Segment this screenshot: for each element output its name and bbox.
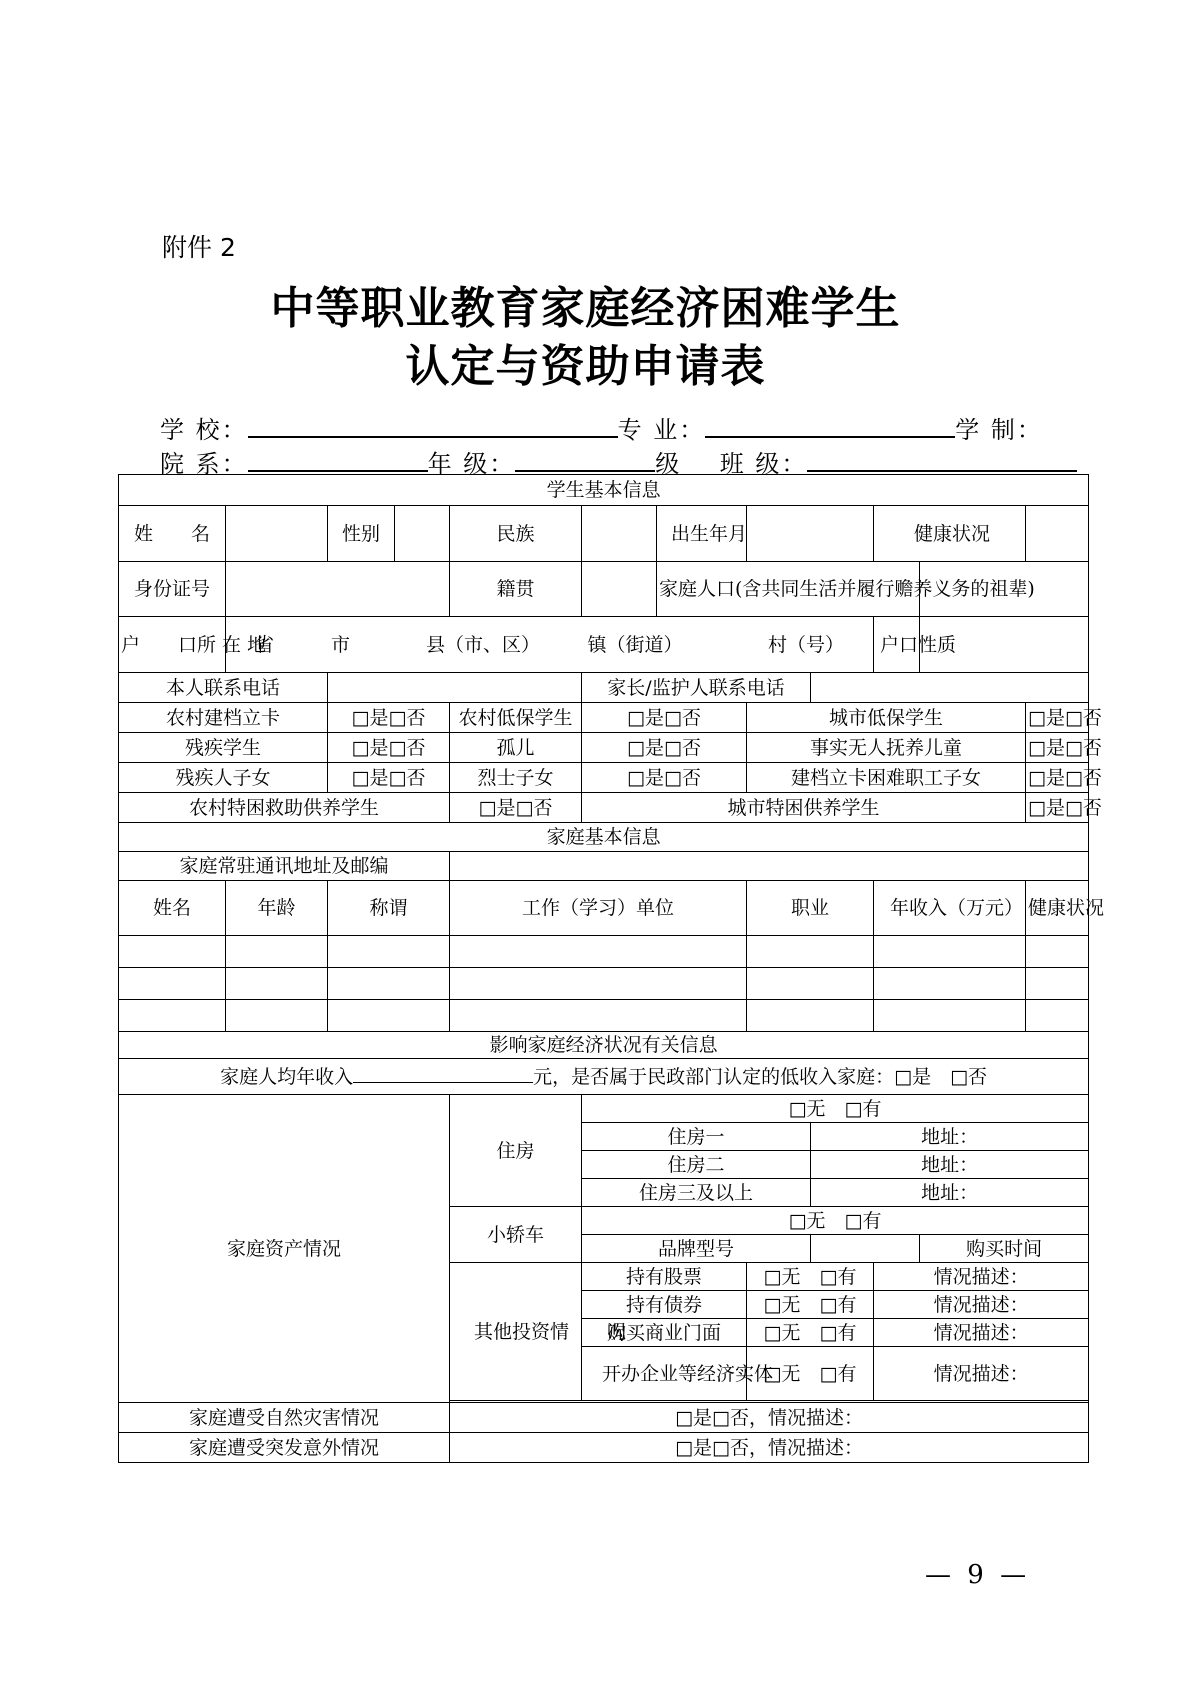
class-label: 班 级： xyxy=(719,450,808,478)
rural-special-checkbox[interactable]: □是□否 xyxy=(450,793,582,823)
low-income-question[interactable]: 元，是否属于民政部门认定的低收入家庭：□是 □否 xyxy=(533,1066,988,1088)
guardian-phone-label: 家长/监护人联系电话 xyxy=(582,673,811,703)
disaster-desc[interactable]: □是□否，情况描述： xyxy=(450,1403,1089,1433)
enterprise-label: 开办企业等经济实体 xyxy=(582,1347,747,1401)
housing-checkbox[interactable]: □无 □有 xyxy=(582,1095,1089,1123)
hukou-address-cell[interactable]: 省 市 县（市、区） 镇（街道） 村（号） xyxy=(226,617,874,673)
col-health: 健康状况 xyxy=(1026,881,1089,936)
member-cell[interactable] xyxy=(328,936,450,968)
bond-desc[interactable]: 情况描述： xyxy=(874,1291,1089,1319)
member-cell[interactable] xyxy=(450,1000,747,1032)
family-pop-label: 家庭人口(含共同生活并履行赡养义务的祖辈) xyxy=(657,562,920,617)
member-cell[interactable] xyxy=(747,1000,874,1032)
member-cell[interactable] xyxy=(119,1000,226,1032)
buy-time-label: 购买时间 xyxy=(920,1235,1089,1263)
stock-checkbox[interactable]: □无 □有 xyxy=(747,1263,874,1291)
disabled-child-checkbox[interactable]: □是□否 xyxy=(328,763,450,793)
rural-low-checkbox[interactable]: □是□否 xyxy=(582,703,747,733)
col-relation: 称谓 xyxy=(328,881,450,936)
health-label: 健康状况 xyxy=(874,506,1026,562)
ethnicity-label: 民族 xyxy=(450,506,582,562)
income-label: 家庭人均年收入 xyxy=(220,1066,354,1088)
enterprise-desc[interactable]: 情况描述： xyxy=(874,1347,1089,1401)
page-number: — 9 — xyxy=(925,1560,1031,1590)
rural-low-label: 农村低保学生 xyxy=(450,703,582,733)
car-checkbox[interactable]: □无 □有 xyxy=(582,1207,1089,1235)
name-cell[interactable] xyxy=(226,506,328,562)
native-label: 籍贯 xyxy=(450,562,582,617)
stock-label: 持有股票 xyxy=(582,1263,747,1291)
income-field[interactable] xyxy=(353,1064,533,1083)
disabled-checkbox[interactable]: □是□否 xyxy=(328,733,450,763)
unsupported-label: 事实无人抚养儿童 xyxy=(747,733,1026,763)
table-row xyxy=(119,936,1089,968)
accident-label: 家庭遭受突发意外情况 xyxy=(119,1433,450,1463)
member-cell[interactable] xyxy=(874,968,1026,1000)
member-cell[interactable] xyxy=(119,936,226,968)
member-cell[interactable] xyxy=(226,968,328,1000)
disabled-child-label: 残疾人子女 xyxy=(119,763,328,793)
grade-label: 年 级： xyxy=(427,450,516,478)
martyr-label: 烈士子女 xyxy=(450,763,582,793)
member-cell[interactable] xyxy=(747,968,874,1000)
birth-label: 出生年月 xyxy=(657,506,747,562)
enterprise-checkbox[interactable]: □无 □有 xyxy=(747,1347,874,1401)
system-label: 学 制： xyxy=(955,416,1043,444)
rural-special-label: 农村特困救助供养学生 xyxy=(119,793,450,823)
member-cell[interactable] xyxy=(1026,936,1089,968)
school-label: 学 校： xyxy=(160,416,248,444)
urban-low-checkbox[interactable]: □是□否 xyxy=(1026,703,1089,733)
martyr-checkbox[interactable]: □是□否 xyxy=(582,763,747,793)
urban-special-label: 城市特困供养学生 xyxy=(582,793,1026,823)
ethnicity-cell[interactable] xyxy=(582,506,657,562)
col-employer: 工作（学习）单位 xyxy=(450,881,747,936)
name-label: 姓 名 xyxy=(119,506,226,562)
col-age: 年龄 xyxy=(226,881,328,936)
house1-label: 住房一 xyxy=(582,1123,811,1151)
col-name: 姓名 xyxy=(119,881,226,936)
brand-cell[interactable] xyxy=(811,1235,920,1263)
economic-section-header: 影响家庭经济状况有关信息 xyxy=(119,1032,1089,1059)
hukou-location-label: 户 口所 在 地 xyxy=(119,617,226,673)
member-cell[interactable] xyxy=(874,1000,1026,1032)
hukou-type-label: 户口性质 xyxy=(874,617,920,673)
stock-desc[interactable]: 情况描述： xyxy=(874,1263,1089,1291)
rural-file-checkbox[interactable]: □是□否 xyxy=(328,703,450,733)
member-cell[interactable] xyxy=(328,968,450,1000)
native-cell[interactable] xyxy=(582,562,657,617)
family-address-cell[interactable] xyxy=(450,852,1089,881)
other-investment-label: 其他投资情 况 xyxy=(450,1263,582,1401)
id-label: 身份证号 xyxy=(119,562,226,617)
member-cell[interactable] xyxy=(119,968,226,1000)
birth-cell[interactable] xyxy=(747,506,874,562)
member-cell[interactable] xyxy=(874,936,1026,968)
shop-checkbox[interactable]: □无 □有 xyxy=(747,1319,874,1347)
id-cell[interactable] xyxy=(226,562,450,617)
member-cell[interactable] xyxy=(226,1000,328,1032)
house3-label: 住房三及以上 xyxy=(582,1179,811,1207)
school-field[interactable] xyxy=(248,416,618,438)
worker-child-label: 建档立卡困难职工子女 xyxy=(747,763,1026,793)
assets-label: 家庭资产情况 xyxy=(119,1095,450,1403)
orphan-checkbox[interactable]: □是□否 xyxy=(582,733,747,763)
disaster-label: 家庭遭受自然灾害情况 xyxy=(119,1403,450,1433)
member-cell[interactable] xyxy=(1026,968,1089,1000)
phone-cell[interactable] xyxy=(328,673,582,703)
house3-address[interactable]: 地址： xyxy=(811,1179,1089,1207)
form-title-line2: 认定与资助申请表 xyxy=(405,341,766,392)
member-cell[interactable] xyxy=(226,936,328,968)
car-label: 小轿车 xyxy=(450,1207,582,1263)
grade-field[interactable] xyxy=(515,450,655,472)
member-cell[interactable] xyxy=(747,936,874,968)
header-row-1 xyxy=(160,410,1043,445)
member-cell[interactable] xyxy=(450,968,747,1000)
student-section-header: 学生基本信息 xyxy=(119,475,1089,506)
worker-child-checkbox[interactable]: □是□否 xyxy=(1026,763,1089,793)
form-title-line1: 中等职业教育家庭经济困难学生 xyxy=(270,283,901,334)
housing-label: 住房 xyxy=(450,1095,582,1207)
table-row xyxy=(119,968,1089,1000)
house2-label: 住房二 xyxy=(582,1151,811,1179)
phone-label: 本人联系电话 xyxy=(119,673,328,703)
brand-label: 品牌型号 xyxy=(582,1235,811,1263)
unsupported-checkbox[interactable]: □是□否 xyxy=(1026,733,1089,763)
bond-label: 持有债券 xyxy=(582,1291,747,1319)
guardian-phone-cell[interactable] xyxy=(811,673,1089,703)
family-section-header: 家庭基本信息 xyxy=(119,823,1089,852)
shop-desc[interactable]: 情况描述： xyxy=(874,1319,1089,1347)
major-field[interactable] xyxy=(705,416,955,438)
gender-cell[interactable] xyxy=(395,506,450,562)
disabled-label: 残疾学生 xyxy=(119,733,328,763)
orphan-label: 孤儿 xyxy=(450,733,582,763)
major-label: 专 业： xyxy=(617,416,706,444)
house1-address[interactable]: 地址： xyxy=(811,1123,1089,1151)
member-cell[interactable] xyxy=(1026,1000,1089,1032)
table-row xyxy=(119,1000,1089,1032)
income-row xyxy=(119,1059,1089,1095)
dept-field[interactable] xyxy=(248,450,428,472)
house2-address[interactable]: 地址： xyxy=(811,1151,1089,1179)
attachment-label: 附件 2 xyxy=(162,233,236,262)
application-form-table xyxy=(118,474,1105,1463)
bond-checkbox[interactable]: □无 □有 xyxy=(747,1291,874,1319)
urban-low-label: 城市低保学生 xyxy=(747,703,1026,733)
family-address-label: 家庭常驻通讯地址及邮编 xyxy=(119,852,450,881)
shop-label: 购买商业门面 xyxy=(582,1319,747,1347)
class-field[interactable] xyxy=(807,450,1077,472)
urban-special-checkbox[interactable]: □是□否 xyxy=(1026,793,1089,823)
member-cell[interactable] xyxy=(328,1000,450,1032)
health-cell[interactable] xyxy=(1026,506,1089,562)
dept-label: 院 系： xyxy=(160,450,248,478)
col-income: 年收入（万元） xyxy=(874,881,1026,936)
col-occupation: 职业 xyxy=(747,881,874,936)
rural-file-label: 农村建档立卡 xyxy=(119,703,328,733)
accident-desc[interactable]: □是□否，情况描述： xyxy=(450,1433,1089,1463)
ji-label: 级 xyxy=(655,450,682,478)
gender-label: 性别 xyxy=(328,506,395,562)
member-cell[interactable] xyxy=(450,936,747,968)
